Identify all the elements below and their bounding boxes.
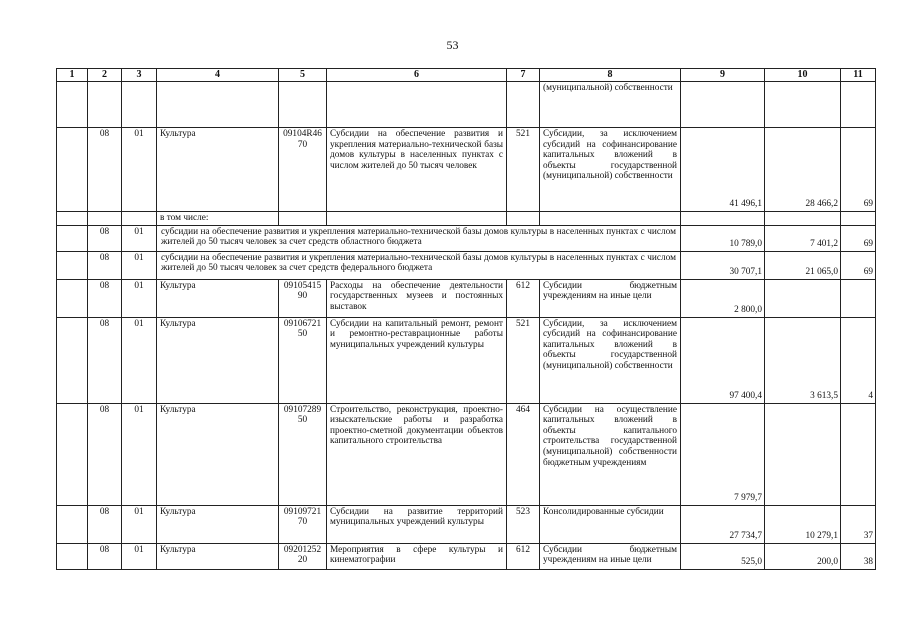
expense-type-cell: Субсидии, за исключением субсидий на софинансирование капитальных вложений в объекты государственной (муниципальной) собственности xyxy=(540,317,681,403)
target-code-cell: 0910972170 xyxy=(279,505,327,543)
description-cell: Строительство, реконструкция, проектно-изыскательские работы и разработка проектно-сметной документации объектов капитального строительства xyxy=(327,403,507,505)
expense-type-cell: Субсидии бюджетным учреждениям на иные цели xyxy=(540,279,681,317)
column-header: 8 xyxy=(540,69,681,82)
section-cell: 08 xyxy=(88,505,122,543)
table-row xyxy=(57,505,876,543)
expense-code-cell: 521 xyxy=(507,128,540,212)
table-row xyxy=(57,279,876,317)
amount-cell xyxy=(765,82,841,128)
column-header: 11 xyxy=(841,69,876,82)
description-cell: Субсидии на капитальный ремонт, ремонт и ремонтно-реставрационные работы муниципальных учреждений культуры xyxy=(327,317,507,403)
table-row xyxy=(57,251,876,279)
table-row xyxy=(57,317,876,403)
percent-cell xyxy=(841,212,876,226)
amount-cell: 28 466,2 xyxy=(765,128,841,212)
amount-cell xyxy=(681,82,765,128)
name-cell: Культура xyxy=(157,128,279,212)
name-cell xyxy=(157,82,279,128)
row-number-cell xyxy=(57,225,88,251)
subsection-cell: 01 xyxy=(122,543,157,569)
amount-cell xyxy=(765,403,841,505)
subsection-cell: 01 xyxy=(122,317,157,403)
table-row xyxy=(57,82,876,128)
section-cell xyxy=(88,212,122,226)
expense-code-cell: 523 xyxy=(507,505,540,543)
row-number-cell xyxy=(57,403,88,505)
section-cell: 08 xyxy=(88,251,122,279)
description-cell xyxy=(327,82,507,128)
amount-cell: 525,0 xyxy=(681,543,765,569)
subsection-cell: 01 xyxy=(122,251,157,279)
name-cell: в том числе: xyxy=(157,212,279,226)
expense-code-cell: 612 xyxy=(507,543,540,569)
amount-cell: 97 400,4 xyxy=(681,317,765,403)
description-cell: Мероприятия в сфере культуры и кинематографии xyxy=(327,543,507,569)
subsection-cell xyxy=(122,212,157,226)
target-code-cell: 09104R4670 xyxy=(279,128,327,212)
column-header: 4 xyxy=(157,69,279,82)
amount-cell: 41 496,1 xyxy=(681,128,765,212)
amount-cell: 21 065,0 xyxy=(765,251,841,279)
target-code-cell: 0910728950 xyxy=(279,403,327,505)
amount-cell: 10 279,1 xyxy=(765,505,841,543)
expense-code-cell xyxy=(507,212,540,226)
expense-code-cell xyxy=(507,82,540,128)
target-code-cell: 0910541590 xyxy=(279,279,327,317)
expense-code-cell: 521 xyxy=(507,317,540,403)
expense-type-cell: Субсидии, за исключением субсидий на софинансирование капитальных вложений в объекты государственной (муниципальной) собственности xyxy=(540,128,681,212)
subsection-cell: 01 xyxy=(122,279,157,317)
subsection-cell: 01 xyxy=(122,225,157,251)
section-cell: 08 xyxy=(88,543,122,569)
name-cell: Культура xyxy=(157,279,279,317)
column-header: 3 xyxy=(122,69,157,82)
percent-cell: 37 xyxy=(841,505,876,543)
column-header: 9 xyxy=(681,69,765,82)
percent-cell xyxy=(841,82,876,128)
section-cell: 08 xyxy=(88,317,122,403)
expense-code-cell: 464 xyxy=(507,403,540,505)
description-cell xyxy=(327,212,507,226)
subsection-cell xyxy=(122,82,157,128)
amount-cell: 7 401,2 xyxy=(765,225,841,251)
percent-cell: 69 xyxy=(841,225,876,251)
row-number-cell xyxy=(57,505,88,543)
table-row xyxy=(57,543,876,569)
subsection-cell: 01 xyxy=(122,505,157,543)
expense-type-cell xyxy=(540,212,681,226)
percent-cell: 69 xyxy=(841,251,876,279)
description-span-cell: субсидии на обеспечение развития и укрепления материально-технической базы домов культуры в населенных пунктах с числом жителей до 50 тысяч человек за счет средств областного бюджета xyxy=(157,225,681,251)
amount-cell: 27 734,7 xyxy=(681,505,765,543)
section-cell: 08 xyxy=(88,128,122,212)
budget-table xyxy=(56,68,876,570)
expense-type-cell: Консолидированные субсидии xyxy=(540,505,681,543)
subsection-cell: 01 xyxy=(122,403,157,505)
amount-cell: 7 979,7 xyxy=(681,403,765,505)
target-code-cell: 0920125220 xyxy=(279,543,327,569)
table-row xyxy=(57,212,876,226)
expense-type-cell: Субсидии на осуществление капитальных вложений в объекты капитального строительства государственной (муниципальной) собственности бюджетным учреждениям xyxy=(540,403,681,505)
percent-cell xyxy=(841,403,876,505)
percent-cell: 38 xyxy=(841,543,876,569)
amount-cell: 200,0 xyxy=(765,543,841,569)
target-code-cell: 0910672150 xyxy=(279,317,327,403)
header-row xyxy=(57,69,876,82)
description-cell: Расходы на обеспечение деятельности государственных музеев и постоянных выставок xyxy=(327,279,507,317)
amount-cell: 10 789,0 xyxy=(681,225,765,251)
amount-cell xyxy=(765,212,841,226)
target-code-cell xyxy=(279,82,327,128)
amount-cell xyxy=(681,212,765,226)
column-header: 6 xyxy=(327,69,507,82)
amount-cell: 3 613,5 xyxy=(765,317,841,403)
percent-cell xyxy=(841,279,876,317)
name-cell: Культура xyxy=(157,317,279,403)
column-header: 7 xyxy=(507,69,540,82)
amount-cell xyxy=(765,279,841,317)
table-row xyxy=(57,403,876,505)
description-cell: Субсидии на обеспечение развития и укрепления материально-технической базы домов культуры в населенных пунктах с числом жителей до 50 тысяч человек xyxy=(327,128,507,212)
row-number-cell xyxy=(57,82,88,128)
amount-cell: 2 800,0 xyxy=(681,279,765,317)
column-header: 2 xyxy=(88,69,122,82)
table-row xyxy=(57,225,876,251)
name-cell: Культура xyxy=(157,543,279,569)
column-header: 5 xyxy=(279,69,327,82)
page-number: 53 xyxy=(446,38,459,52)
percent-cell: 4 xyxy=(841,317,876,403)
description-span-cell: субсидии на обеспечение развития и укрепления материально-технической базы домов культуры в населенных пунктах с числом жителей до 50 тысяч человек за счет средств федерального бюджета xyxy=(157,251,681,279)
target-code-cell xyxy=(279,212,327,226)
name-cell: Культура xyxy=(157,505,279,543)
column-header: 10 xyxy=(765,69,841,82)
section-cell: 08 xyxy=(88,225,122,251)
section-cell xyxy=(88,82,122,128)
row-number-cell xyxy=(57,543,88,569)
description-cell: Субсидии на развитие территорий муниципальных учреждений культуры xyxy=(327,505,507,543)
column-header: 1 xyxy=(57,69,88,82)
expense-type-cell: (муниципальной) собственности xyxy=(540,82,681,128)
percent-cell: 69 xyxy=(841,128,876,212)
section-cell: 08 xyxy=(88,403,122,505)
row-number-cell xyxy=(57,128,88,212)
expense-type-cell: Субсидии бюджетным учреждениям на иные цели xyxy=(540,543,681,569)
amount-cell: 30 707,1 xyxy=(681,251,765,279)
row-number-cell xyxy=(57,251,88,279)
row-number-cell xyxy=(57,212,88,226)
row-number-cell xyxy=(57,279,88,317)
expense-code-cell: 612 xyxy=(507,279,540,317)
name-cell: Культура xyxy=(157,403,279,505)
section-cell: 08 xyxy=(88,279,122,317)
subsection-cell: 01 xyxy=(122,128,157,212)
row-number-cell xyxy=(57,317,88,403)
table-row xyxy=(57,128,876,212)
